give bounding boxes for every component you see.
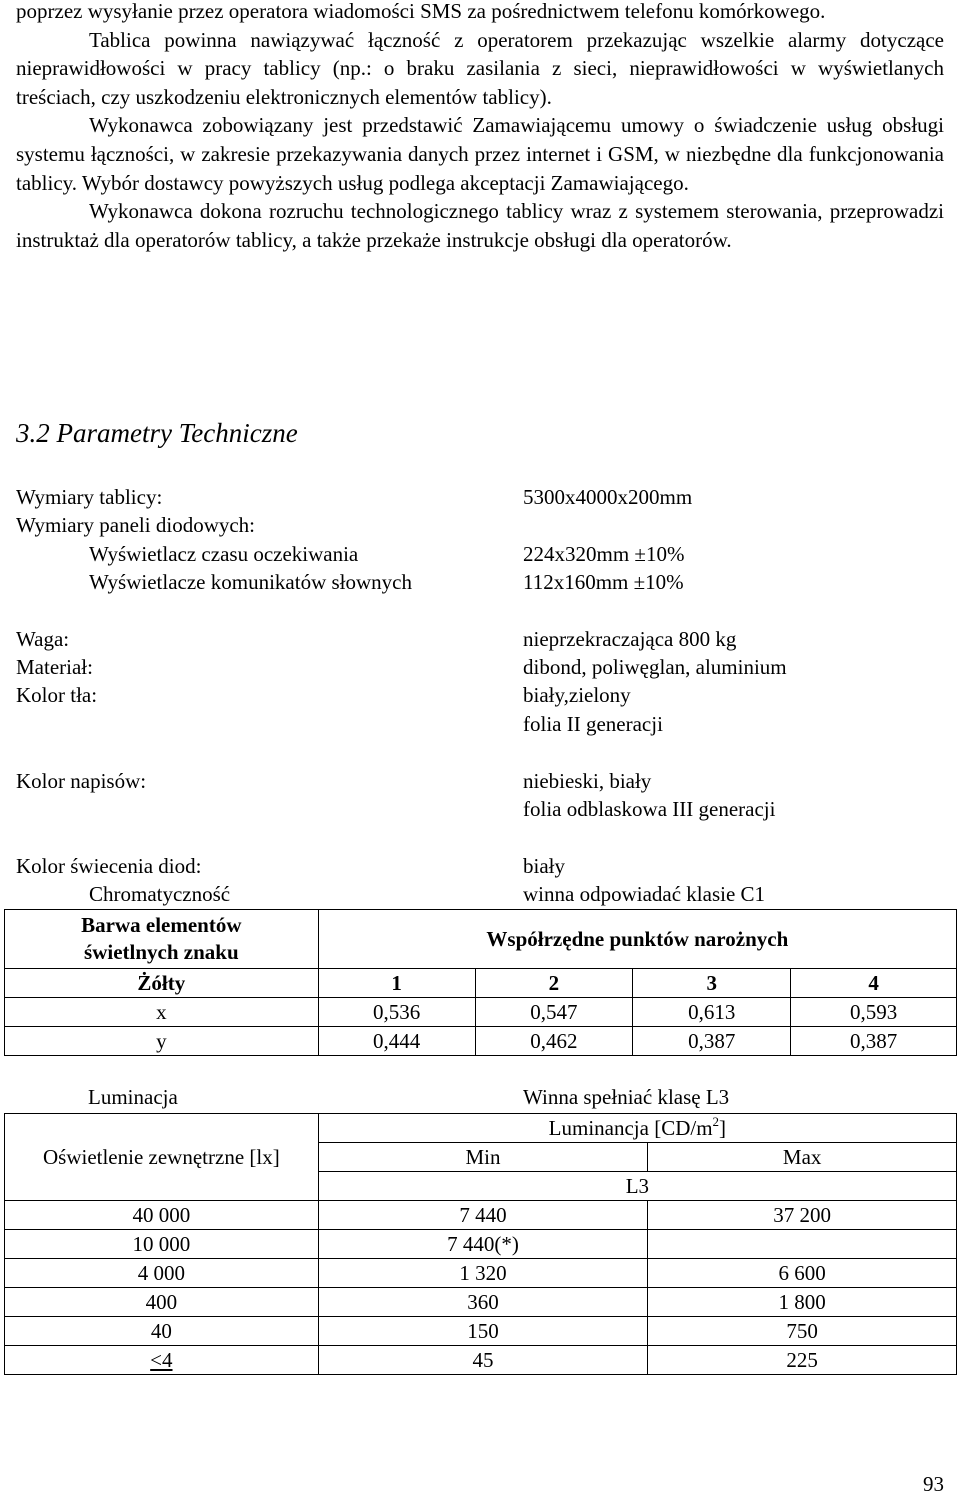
min-header: Min: [318, 1143, 648, 1172]
unit-text: ]: [719, 1115, 727, 1140]
table-cell: 40 000: [5, 1201, 319, 1230]
spec-label: Waga:: [16, 627, 70, 651]
table-row: [5, 1230, 957, 1259]
spec-value: dibond, poliwęglan, aluminium: [523, 655, 787, 679]
table-cell: 0,536: [318, 998, 475, 1027]
body-text: [16, 0, 944, 254]
table-header-coordinates: Współrzędne punktów narożnych: [318, 910, 956, 969]
spec-label: Kolor świecenia diod:: [16, 854, 202, 878]
luminance-table: [4, 1113, 957, 1375]
max-header: Max: [648, 1143, 957, 1172]
spec-label: Wymiary tablicy:: [16, 485, 163, 509]
unit-text: Luminancja [CD/m: [548, 1115, 713, 1140]
illumination-header: Oświetlenie zewnętrzne [lx]: [5, 1143, 319, 1172]
table-header-color: [5, 910, 319, 969]
spec-label: Materiał:: [16, 655, 93, 679]
table-cell: 0,444: [318, 1027, 475, 1056]
table-cell: 37 200: [648, 1201, 957, 1230]
table-cell: 360: [318, 1288, 648, 1317]
table-cell: 10 000: [5, 1230, 319, 1259]
table-cell: y: [5, 1027, 319, 1056]
table-row: [5, 1317, 957, 1346]
table-cell: 2: [475, 969, 633, 998]
table-cell: 0,387: [633, 1027, 791, 1056]
table-cell: <4: [5, 1346, 319, 1375]
spec-value: 224x320mm ±10%: [523, 542, 685, 566]
table-cell: 45: [318, 1346, 648, 1375]
table-row: [5, 1288, 957, 1317]
spec-value: niebieski, biały: [523, 769, 652, 793]
header-line: Barwa elementów: [81, 913, 242, 937]
luminance-unit-header: [318, 1114, 956, 1143]
table-cell: x: [5, 998, 319, 1027]
section-heading: 3.2 Parametry Techniczne: [16, 418, 298, 448]
paragraph-1: poprzez wysyłanie przez operatora wiadomości SMS za pośrednictwem telefonu komórkowego.: [16, 0, 826, 23]
paragraph-3: Wykonawca zobowiązany jest przedstawić Zamawiającemu umowy o świadczenie usług obsługi systemu łączności, w zakresie przekazywania danych przez internet i GSM, w niezbędne dla funkcjonowania tablicy. Wybór dostawcy powyższych usług podlega akceptacji Zamawiającego.: [16, 113, 944, 195]
spec-value: winna odpowiadać klasie C1: [523, 882, 766, 906]
table-cell: 4: [791, 969, 957, 998]
table-cell: 1 320: [318, 1259, 648, 1288]
table-cell: Żółty: [5, 969, 319, 998]
table-cell: 4 000: [5, 1259, 319, 1288]
spec-label: Kolor tła:: [16, 683, 98, 707]
table-cell: 6 600: [648, 1259, 957, 1288]
table-cell: 400: [5, 1288, 319, 1317]
paragraph-2: Tablica powinna nawiązywać łączność z operatorem przekazując wszelkie alarmy dotyczące nieprawidłowości w pracy tablicy (np.: o braku zasilania z sieci, nieprawidłowości w wyświetlanych treściach, czy uszkodzeniu elektronicznych elementów tablicy).: [16, 27, 944, 109]
table-row: [5, 1201, 957, 1230]
table-cell: 1: [318, 969, 475, 998]
table-cell: 0,387: [791, 1027, 957, 1056]
table-row: [5, 1259, 957, 1288]
spec-value: folia II generacji: [523, 712, 663, 736]
page-number: 93: [923, 1472, 944, 1496]
table-cell: [5, 1172, 319, 1201]
spec-value: 112x160mm ±10%: [523, 570, 684, 594]
spec-label: Chromatyczność: [89, 882, 231, 906]
spec-value: biały: [523, 854, 565, 878]
table-cell: 0,593: [791, 998, 957, 1027]
table-cell: 3: [633, 969, 791, 998]
spec-label: Wyświetlacz czasu oczekiwania: [89, 542, 359, 566]
spec-value: folia odblaskowa III generacji: [523, 797, 776, 821]
table-cell: 225: [648, 1346, 957, 1375]
header-line: świetlnych znaku: [84, 940, 239, 964]
chromaticity-table: [4, 909, 957, 1056]
table-row: [5, 998, 957, 1027]
table-cell: 0,547: [475, 998, 633, 1027]
table-cell: [5, 1114, 319, 1143]
table-cell: 0,613: [633, 998, 791, 1027]
spec-value: biały,zielony: [523, 683, 631, 707]
table-cell: 150: [318, 1317, 648, 1346]
class-header: L3: [318, 1172, 956, 1201]
spec-label: Wyświetlacze komunikatów słownych: [89, 570, 412, 594]
luminance-label: Luminacja: [88, 1085, 178, 1109]
table-cell: 7 440(*): [318, 1230, 648, 1259]
luminance-value: Winna spełniać klasę L3: [523, 1085, 730, 1109]
table-cell: 0,462: [475, 1027, 633, 1056]
table-cell: 40: [5, 1317, 319, 1346]
table-cell: 750: [648, 1317, 957, 1346]
unit-superscript: 2: [712, 1113, 720, 1129]
table-cell: [648, 1230, 957, 1259]
table-cell: 1 800: [648, 1288, 957, 1317]
spec-label: Kolor napisów:: [16, 769, 147, 793]
spec-label: Wymiary paneli diodowych:: [16, 513, 256, 537]
paragraph-4: Wykonawca dokona rozruchu technologicznego tablicy wraz z systemem sterowania, przeprowadzi instruktaż dla operatorów tablicy, a także przekaże instrukcje obsługi dla operatorów.: [16, 199, 944, 252]
spec-value: nieprzekraczająca 800 kg: [523, 627, 737, 651]
table-row: [5, 1346, 957, 1375]
table-row: [5, 1027, 957, 1056]
table-cell: 7 440: [318, 1201, 648, 1230]
spec-value: 5300x4000x200mm: [523, 485, 693, 509]
